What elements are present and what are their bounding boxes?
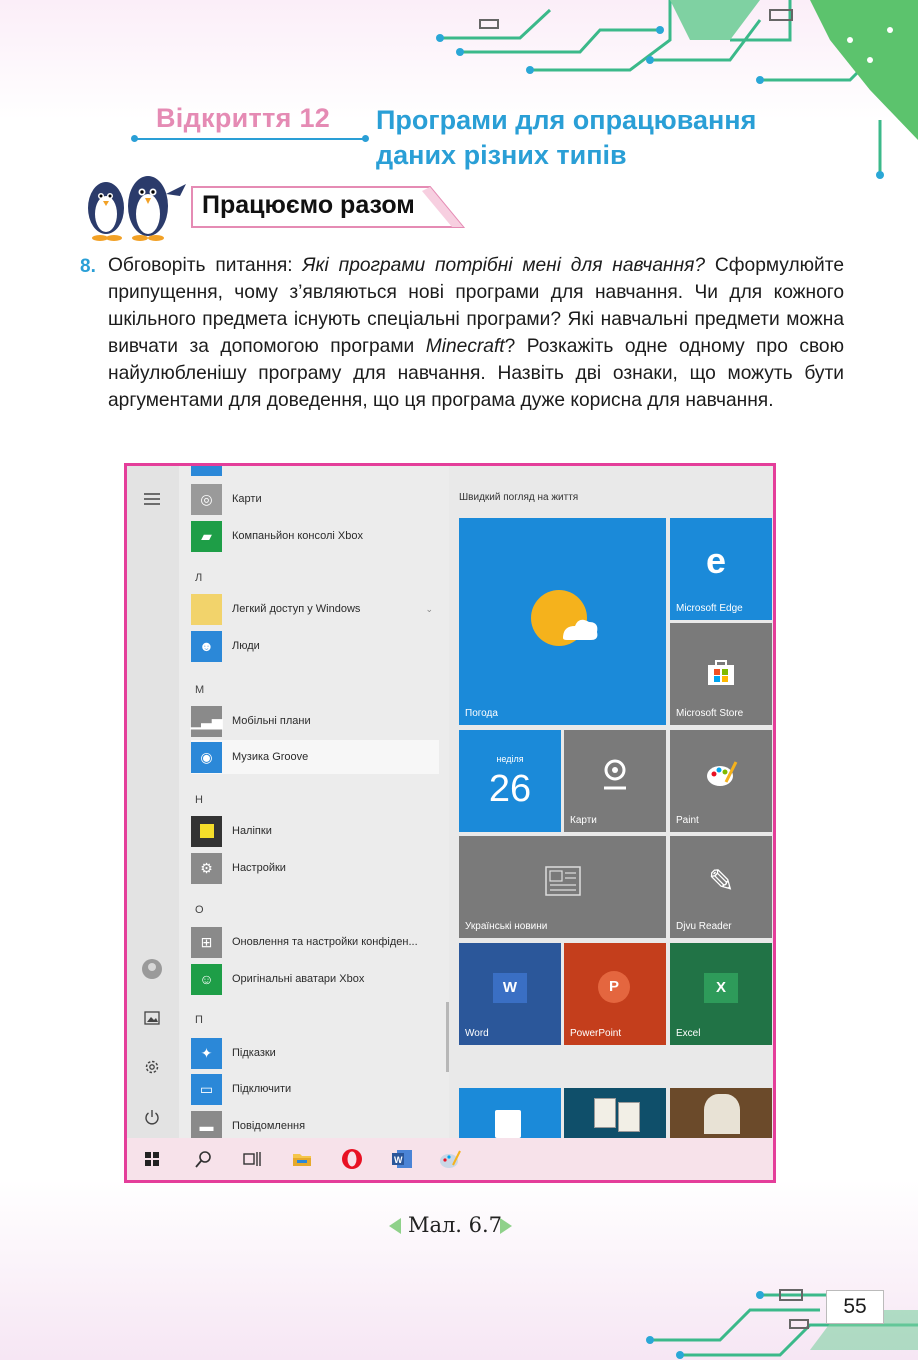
maps-pin-icon <box>600 758 630 792</box>
weather-sun-cloud-icon <box>527 588 599 650</box>
discovery-label: Відкриття 12 <box>156 103 331 133</box>
list-item-label: Настройки <box>232 862 286 874</box>
tile-unicorn-game[interactable] <box>670 1088 772 1138</box>
search-icon[interactable] <box>193 1148 215 1170</box>
gear-icon: ⚙ <box>191 853 222 884</box>
settings-gear-icon[interactable] <box>141 1056 163 1078</box>
tile-label: Paint <box>676 815 699 826</box>
tile-group-title: Швидкий погляд на життя <box>459 492 579 503</box>
topic-title-line2: даних різних типів <box>376 140 627 170</box>
people-icon: ☻ <box>191 631 222 662</box>
list-item-connect[interactable] <box>191 1072 441 1106</box>
tile-weather[interactable] <box>459 518 666 725</box>
tile-label: Погода <box>465 708 498 719</box>
tile-calendar[interactable] <box>459 730 561 832</box>
topic-title-line1: Програми для опрацювання <box>376 105 757 135</box>
task-view-icon[interactable] <box>241 1148 263 1170</box>
list-item-label: Легкий доступ у Windows <box>232 603 361 615</box>
letter-header[interactable]: О <box>195 904 204 916</box>
start-windows-icon[interactable] <box>141 1148 163 1170</box>
windows-icon: ⊞ <box>191 927 222 958</box>
figure-caption: Мал. 6.7 <box>407 1213 503 1237</box>
sticky-note-icon <box>191 816 222 847</box>
list-item-label: Наліпки <box>232 825 272 837</box>
excel-icon: X <box>704 973 738 1003</box>
file-explorer-icon[interactable] <box>291 1148 313 1170</box>
list-item-xbox-avatars[interactable] <box>191 962 441 996</box>
folder-icon <box>191 594 222 625</box>
tile-edge[interactable] <box>670 518 772 620</box>
list-item-people[interactable] <box>191 629 441 663</box>
list-item-settings[interactable] <box>191 851 441 885</box>
edge-icon: e <box>706 540 727 581</box>
start-left-rail <box>127 466 179 1138</box>
task-question: Які програми потрібні мені для навчання? <box>302 255 706 276</box>
connect-icon: ▭ <box>191 1074 222 1105</box>
start-menu-screenshot <box>124 463 776 1183</box>
underline-dot-right <box>362 135 369 142</box>
xbox-icon: ▰ <box>191 521 222 552</box>
tile-label: Djvu Reader <box>676 921 732 932</box>
list-item-label: Підказки <box>232 1047 276 1059</box>
pictures-icon[interactable] <box>141 1007 163 1029</box>
list-item-privacy-updates[interactable] <box>191 925 441 959</box>
power-icon[interactable] <box>141 1106 163 1128</box>
paperclip-icon: ✎ <box>708 863 735 899</box>
task-text <box>108 252 844 414</box>
tile-label: Microsoft Edge <box>676 603 743 614</box>
tile-excel[interactable] <box>670 943 772 1045</box>
list-item-label: Підключити <box>232 1083 292 1095</box>
tile-powerpoint[interactable] <box>564 943 666 1045</box>
tile-store[interactable] <box>670 623 772 725</box>
powerpoint-icon: P <box>598 971 630 1003</box>
list-item-sticky-notes[interactable] <box>191 814 441 848</box>
list-item-groove-music[interactable] <box>191 740 439 774</box>
letter-header[interactable]: Н <box>195 794 203 806</box>
tile-solitaire[interactable] <box>459 1088 561 1138</box>
word-taskbar-icon[interactable] <box>391 1148 413 1170</box>
tile-label: Українські новини <box>465 921 548 932</box>
list-item-label: Компаньйон консолі Xbox <box>232 530 363 542</box>
paint-palette-icon <box>706 760 738 788</box>
tile-label: Word <box>465 1028 489 1039</box>
tile-paint[interactable] <box>670 730 772 832</box>
signal-icon: ▁▃▅ <box>191 706 222 737</box>
news-icon <box>545 866 581 896</box>
store-bag-icon <box>706 657 736 687</box>
letter-header[interactable]: П <box>195 1014 203 1026</box>
tile-label: Карти <box>570 815 597 826</box>
list-item-label: Карти <box>232 493 262 505</box>
unicorn-image <box>704 1094 740 1134</box>
penguins-illustration <box>76 170 196 242</box>
list-item-label: Музика Groove <box>232 751 309 763</box>
opera-icon[interactable] <box>341 1148 363 1170</box>
tiles-panel <box>449 466 776 1138</box>
task-text-mid: Сформулюйте припущення, чому з’являються нові програми для навчання. Чи для кожного шкільного предмета існують спеціальні програми? Які навчальні предмети можна вивчати за допомогою програми <box>108 255 844 357</box>
list-item-label: Люди <box>232 640 260 652</box>
list-item-ease-of-access[interactable] <box>191 592 441 626</box>
discovery-underline <box>134 138 366 140</box>
list-item-mobile-plans[interactable] <box>191 704 441 738</box>
minecraft-name: Minecraft <box>425 336 505 357</box>
avatar-icon: ☺ <box>191 964 222 995</box>
calendar-date: 26 <box>488 768 532 810</box>
task-number: 8. <box>80 256 96 277</box>
tile-label: Excel <box>676 1028 701 1039</box>
app-icon-partial <box>191 466 222 476</box>
app-list <box>179 466 449 1138</box>
groove-icon: ◉ <box>191 742 222 773</box>
list-item-tips[interactable] <box>191 1036 441 1070</box>
lightbulb-icon: ✦ <box>191 1038 222 1069</box>
tile-mahjong[interactable] <box>564 1088 666 1138</box>
letter-header[interactable]: М <box>195 684 205 696</box>
taskbar <box>127 1138 776 1180</box>
task-text-lead: Обговоріть питання: <box>108 255 303 276</box>
svg-text:W: W <box>394 1155 403 1165</box>
topic-title <box>376 103 816 173</box>
mahjong-tile-icon <box>618 1102 640 1132</box>
tile-label: PowerPoint <box>570 1028 622 1039</box>
chevron-down-icon[interactable]: ⌄ <box>425 603 433 614</box>
message-icon: ▬ <box>191 1111 222 1142</box>
list-item-label: Повідомлення <box>232 1120 306 1132</box>
caption-arrow-right-icon <box>500 1218 512 1234</box>
list-item-partial <box>191 466 441 476</box>
underline-dot-left <box>131 135 138 142</box>
list-item-label: Оригінальні аватари Xbox <box>232 973 365 985</box>
calendar-day: неділя <box>496 754 524 764</box>
tile-maps[interactable] <box>564 730 666 832</box>
mahjong-tile-icon <box>594 1098 616 1128</box>
letter-header[interactable]: Л <box>195 572 203 584</box>
work-together-label: Працюємо разом <box>202 191 415 219</box>
task-text-end: ? Розкажіть одне одному про свою найулюбленішу програму для навчання. Назвіть дві ознаки, що можуть бути аргументами для доведення, що ця програма дуже корисна для навчання. <box>108 336 844 411</box>
tile-djvu-reader[interactable] <box>670 836 772 938</box>
user-avatar-icon[interactable] <box>141 958 163 980</box>
paint-taskbar-icon[interactable] <box>439 1148 461 1170</box>
list-item-label: Оновлення та настройки конфіден... <box>232 936 418 948</box>
tile-word[interactable] <box>459 943 561 1045</box>
cards-icon <box>495 1110 521 1138</box>
list-item-label: Мобільні плани <box>232 715 311 727</box>
tile-news[interactable] <box>459 836 666 938</box>
hamburger-menu-icon[interactable] <box>141 488 163 510</box>
word-icon: W <box>493 973 527 1003</box>
list-item-xbox-companion[interactable] <box>191 519 441 553</box>
tile-label: Microsoft Store <box>676 708 744 719</box>
page-number: 55 <box>826 1290 884 1324</box>
map-pin-icon: ◎ <box>191 484 222 515</box>
list-item-maps[interactable] <box>191 482 441 516</box>
